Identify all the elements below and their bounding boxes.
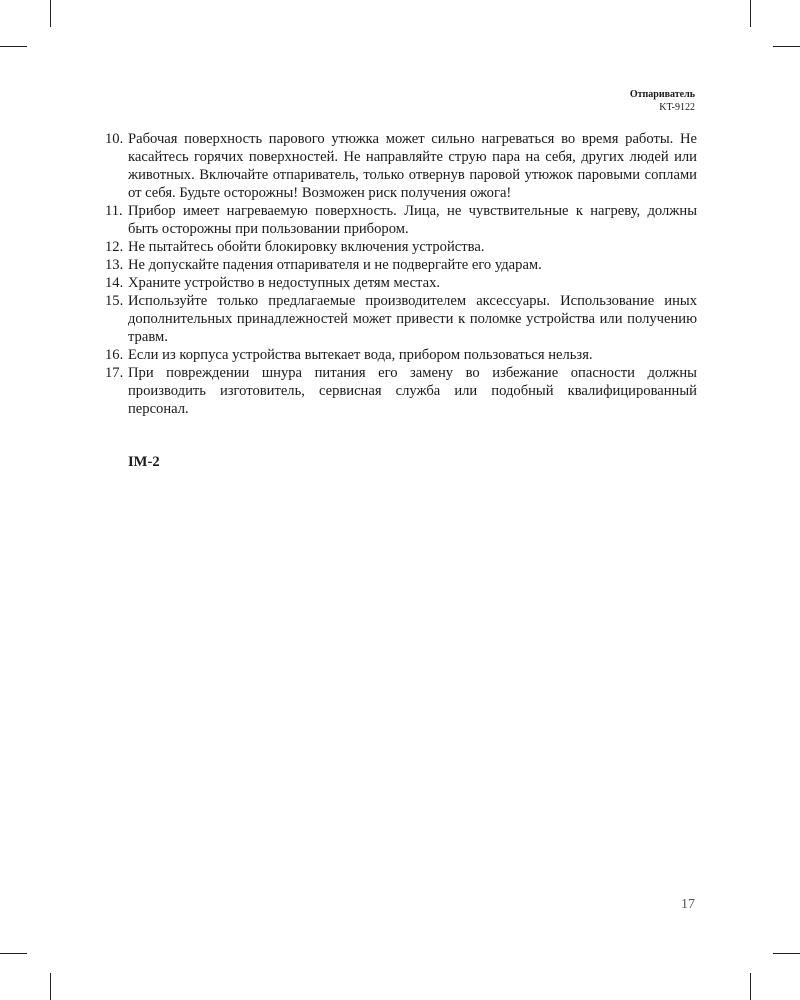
list-item: [105, 256, 697, 274]
crop-mark: [0, 46, 27, 47]
crop-mark: [750, 0, 751, 27]
list-item: [105, 202, 697, 238]
item-number: 11.: [105, 203, 123, 219]
list-item: [105, 346, 697, 364]
safety-instructions-list: [105, 130, 697, 418]
page-number: 17: [681, 897, 695, 912]
item-text: Используйте только предлагаемые производителем аксессуары. Использование иных дополнительных принадлежностей может привести к поломке устройства или получению травм.: [128, 293, 697, 345]
page-header: [630, 88, 695, 114]
crop-mark: [773, 953, 800, 954]
item-text: Рабочая поверхность парового утюжка может сильно нагреваться во время работы. Не касайтесь горячих поверхностей. Не направляйте струю пара на себя, других людей или животных. Включайте отпариватель, только отвернув паровой утюжок паровыми соплами от себя. Будьте осторожны! Возможен риск получения ожога!: [128, 131, 697, 201]
item-text: Не допускайте падения отпаривателя и не подвергайте его ударам.: [128, 257, 542, 273]
crop-mark: [750, 973, 751, 1000]
list-item: [105, 364, 697, 418]
item-text: Не пытайтесь обойти блокировку включения устройства.: [128, 239, 485, 255]
item-number: 10.: [105, 131, 124, 147]
item-number: 13.: [105, 257, 124, 273]
item-number: 14.: [105, 275, 124, 291]
model-number: KT-9122: [659, 102, 695, 113]
list-item: [105, 238, 697, 256]
item-text: Прибор имеет нагреваемую поверхность. Лица, не чувствительные к нагреву, должны быть осторожны при пользовании прибором.: [128, 203, 697, 237]
item-text: Если из корпуса устройства вытекает вода, прибором пользоваться нельзя.: [128, 347, 593, 363]
crop-mark: [50, 973, 51, 1000]
item-text: При повреждении шнура питания его замену во избежание опасности должны производить изготовитель, сервисная служба или подобный квалифицированный персонал.: [128, 365, 697, 417]
list-item: [105, 274, 697, 292]
list-item: [105, 292, 697, 346]
product-name: Отпариватель: [629, 89, 695, 100]
list-item: [105, 130, 697, 202]
document-code: IM-2: [128, 454, 160, 470]
item-number: 16.: [105, 347, 124, 363]
crop-mark: [773, 46, 800, 47]
item-number: 17.: [105, 365, 124, 381]
item-number: 15.: [105, 293, 124, 309]
item-text: Храните устройство в недоступных детям местах.: [128, 275, 441, 291]
crop-mark: [50, 0, 51, 27]
crop-mark: [0, 953, 27, 954]
item-number: 12.: [105, 239, 124, 255]
